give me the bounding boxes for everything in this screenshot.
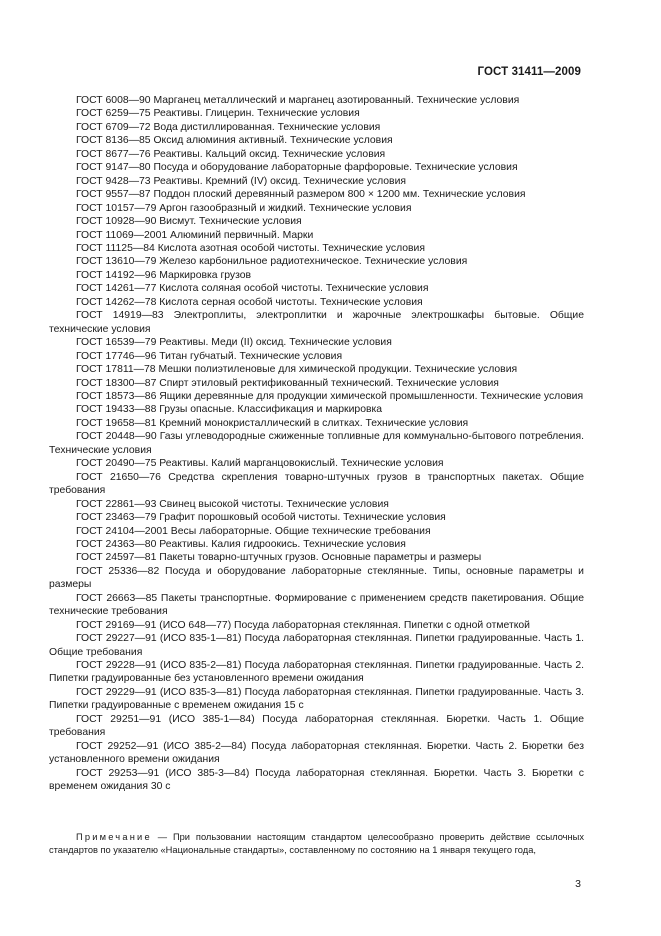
reference-entry: ГОСТ 10157—79 Аргон газообразный и жидкий. Технические условия [76,202,412,214]
reference-entry: ГОСТ 26663—85 Пакеты транспортные. Формирование с применением средств пакетирования. Общие технические требования [49,592,584,618]
note-label: Примечание [76,832,152,842]
reference-entry: ГОСТ 24597—81 Пакеты товарно-штучных грузов. Основные параметры и размеры [76,552,482,564]
reference-entry: ГОСТ 25336—82 Посуда и оборудование лабораторные стеклянные. Типы, основные параметры и размеры [49,565,584,591]
reference-entry: ГОСТ 9147—80 Посуда и оборудование лабораторные фарфоровые. Технические условия [76,162,518,174]
reference-entry: ГОСТ 29252—91 (ИСО 385-2—84) Посуда лабораторная стеклянная. Бюретки. Часть 2. Бюретки без установленного времени ожидания [49,740,584,766]
reference-entry: ГОСТ 14192—96 Маркировка грузов [76,269,252,281]
reference-entry: ГОСТ 13610—79 Железо карбонильное радиотехническое. Технические условия [76,256,468,268]
document-number-header: ГОСТ 31411—2009 [477,66,581,78]
reference-entry: ГОСТ 16539—79 Реактивы. Меди (II) оксид. Технические условия [76,337,392,349]
reference-entry: ГОСТ 19433—88 Грузы опасные. Классификация и маркировка [76,404,383,416]
reference-entry: ГОСТ 17811—78 Мешки полиэтиленовые для химической продукции. Технические условия [76,364,518,376]
reference-entry: ГОСТ 29228—91 (ИСО 835-2—81) Посуда лабораторная стеклянная. Пипетки градуированные. Часть 2. Пипетки градуированные без установленного времени ожидания [49,660,584,685]
reference-entry: ГОСТ 29227—91 (ИСО 835-1—81) Посуда лабораторная стеклянная. Пипетки градуированные. Часть 1. Общие требования [49,633,584,658]
reference-entry: ГОСТ 24363—80 Реактивы. Калия гидроокись. Технические условия [76,538,406,550]
reference-entry: ГОСТ 24104—2001 Весы лабораторные. Общие технические требования [76,525,431,537]
reference-entry: ГОСТ 6259—75 Реактивы. Глицерин. Технические условия [76,108,360,120]
reference-entry: ГОСТ 29169—91 (ИСО 648—77) Посуда лабораторная стеклянная. Пипетки с одной отметкой [76,619,530,631]
reference-entry: ГОСТ 20490—75 Реактивы. Калий марганцовокислый. Технические условия [76,458,444,470]
reference-entry: ГОСТ 18300—87 Спирт этиловый ректификованный технический. Технические условия [76,377,499,389]
reference-entry: ГОСТ 14261—77 Кислота соляная особой чистоты. Технические условия [76,283,429,295]
normative-references-list [49,94,584,794]
page-number: 3 [575,878,581,890]
reference-entry: ГОСТ 21650—76 Средства скрепления товарно-штучных грузов в транспортных пакетах. Общие требования [49,471,584,497]
reference-entry: ГОСТ 9428—73 Реактивы. Кремний (IV) оксид. Технические условия [76,175,407,187]
reference-entry: ГОСТ 11125—84 Кислота азотная особой чистоты. Технические условия [76,242,425,254]
reference-entry: ГОСТ 8136—85 Оксид алюминия активный. Технические условия [76,135,393,147]
reference-entry: ГОСТ 14919—83 Электроплиты, электроплитки и жарочные электрошкафы бытовые. Общие технические условия [49,310,584,335]
reference-entry: ГОСТ 17746—96 Титан губчатый. Технические условия [76,350,343,362]
reference-entry: ГОСТ 9557—87 Поддон плоский деревянный размером 800 × 1200 мм. Технические условия [76,189,526,201]
reference-entry: ГОСТ 29229—91 (ИСО 835-3—81) Посуда лабораторная стеклянная. Пипетки градуированные. Часть 3. Пипетки градуированные с временем ожидания 15 с [49,686,584,712]
reference-entry: ГОСТ 10928—90 Висмут. Технические условия [76,216,302,228]
note-paragraph [49,831,584,858]
reference-entry: ГОСТ 6709—72 Вода дистиллированная. Технические условия [76,121,381,133]
reference-entry: ГОСТ 19658—81 Кремний монокристаллический в слитках. Технические условия [76,417,469,429]
note-text: — При пользовании настоящим стандартом целесообразно проверить действие ссылочных стандартов по указателю «Национальные стандарты», составленному по состоянию на 1 января текущего года, [49,832,584,856]
reference-entry: ГОСТ 29253—91 (ИСО 385-3—84) Посуда лабораторная стеклянная. Бюретки. Часть 3. Бюретки с временем ожидания 30 с [49,767,584,793]
reference-entry: ГОСТ 18573—86 Ящики деревянные для продукции химической промышленности. Технические условия [76,390,584,402]
reference-entry: ГОСТ 11069—2001 Алюминий первичный. Марки [76,229,314,241]
reference-entry: ГОСТ 29251—91 (ИСО 385-1—84) Посуда лабораторная стеклянная. Бюретки. Часть 1. Общие требования [49,713,584,739]
reference-entry: ГОСТ 8677—76 Реактивы. Кальций оксид. Технические условия [76,148,386,160]
reference-entry: ГОСТ 20448—90 Газы углеводородные сжиженные топливные для коммунально-бытового потребления. Технические условия [49,431,584,456]
reference-entry: ГОСТ 23463—79 Графит порошковый особой чистоты. Технические условия [76,512,446,524]
reference-entry: ГОСТ 6008—90 Марганец металлический и марганец азотированный. Технические условия [76,95,520,106]
reference-entry: ГОСТ 22861—93 Свинец высокой чистоты. Технические условия [76,498,389,510]
reference-entry: ГОСТ 14262—78 Кислота серная особой чистоты. Технические условия [76,296,423,308]
